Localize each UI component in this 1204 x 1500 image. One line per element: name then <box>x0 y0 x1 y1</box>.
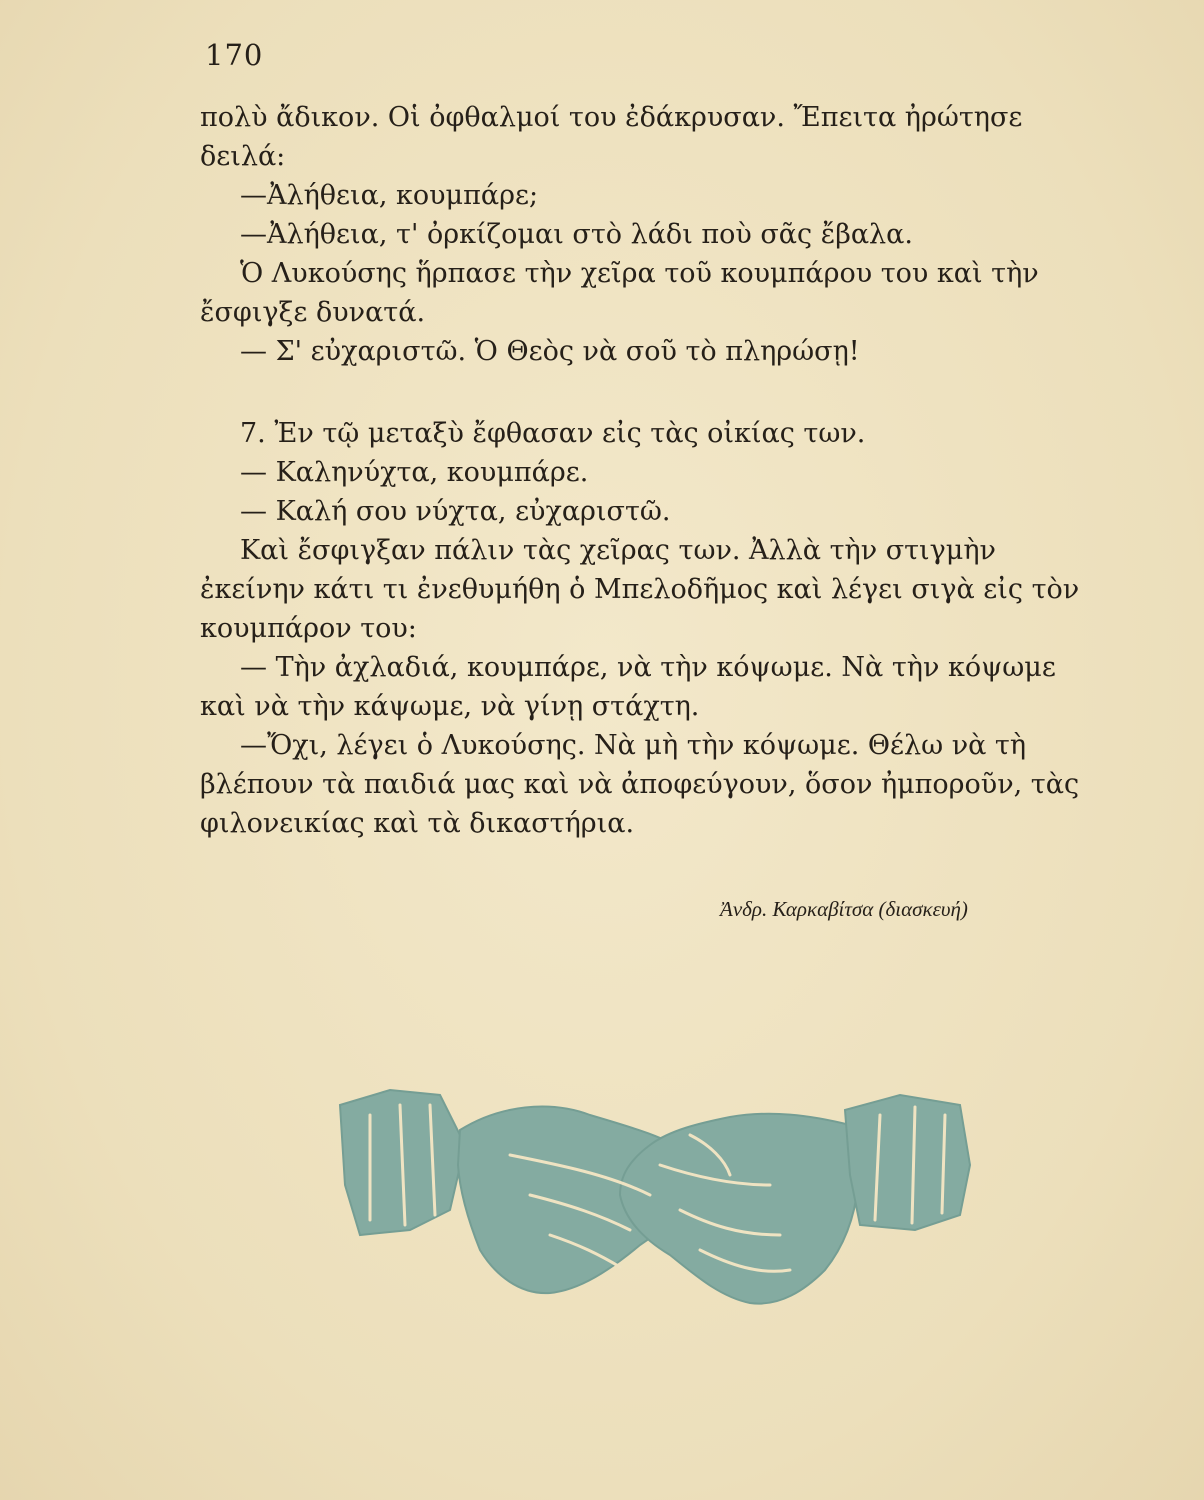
section-line: 7. Ἐν τῷ μεταξὺ ἔφθασαν εἰς τὰς οἰκίας των. <box>240 418 866 449</box>
dialogue-line: —Ἀλήθεια, τ' ὀρκίζομαι στὸ λάδι ποὺ σᾶς ἔβαλα. <box>240 219 913 250</box>
body-text <box>200 98 1095 843</box>
text-line: κουμπάρον του: <box>200 613 417 644</box>
dialogue-line: — Σ' εὐχαριστῶ. Ὁ Θεὸς νὰ σοῦ τὸ πληρώσῃ! <box>240 336 860 367</box>
handshake-icon <box>330 1035 980 1355</box>
text-line: ἐκείνην κάτι τι ἐνεθυμήθη ὁ Μπελοδῆμος καὶ λέγει σιγὰ εἰς τὸν <box>200 574 1080 605</box>
text-line: πολὺ ἄδικον. Οἱ ὀφθαλμοί του ἐδάκρυσαν. Ἔπειτα ἠρώτησε <box>200 102 1023 133</box>
dialogue-line: —Ἀλήθεια, κουμπάρε; <box>240 180 539 211</box>
text-line: καὶ νὰ τὴν κάψωμε, νὰ γίνῃ στάχτη. <box>200 691 700 722</box>
page-number: 170 <box>205 38 264 72</box>
author-attribution: Ἀνδρ. Καρκαβίτσα (διασκευή) <box>720 897 968 921</box>
dialogue-line: — Καλή σου νύχτα, εὐχαριστῶ. <box>240 496 671 527</box>
text-line: φιλονεικίας καὶ τὰ δικαστήρια. <box>200 808 635 839</box>
text-line: Ὁ Λυκούσης ἥρπασε τὴν χεῖρα τοῦ κουμπάρου του καὶ τὴν <box>240 258 1039 289</box>
text-line: δειλά: <box>200 141 286 172</box>
dialogue-line: — Τὴν ἀχλαδιά, κουμπάρε, νὰ τὴν κόψωμε. Νὰ τὴν κόψωμε <box>240 652 1056 683</box>
text-line: βλέπουν τὰ παιδιά μας καὶ νὰ ἀποφεύγουν, ὅσον ἠμποροῦν, τὰς <box>200 769 1080 800</box>
dialogue-line: — Καληνύχτα, κουμπάρε. <box>240 457 589 488</box>
text-line: ἔσφιγξε δυνατά. <box>200 297 426 328</box>
text-line: Καὶ ἔσφιγξαν πάλιν τὰς χεῖρας των. Ἀλλὰ τὴν στιγμὴν <box>240 535 996 566</box>
dialogue-line: —Ὄχι, λέγει ὁ Λυκούσης. Νὰ μὴ τὴν κόψωμε. Θέλω νὰ τὴ <box>240 730 1027 761</box>
